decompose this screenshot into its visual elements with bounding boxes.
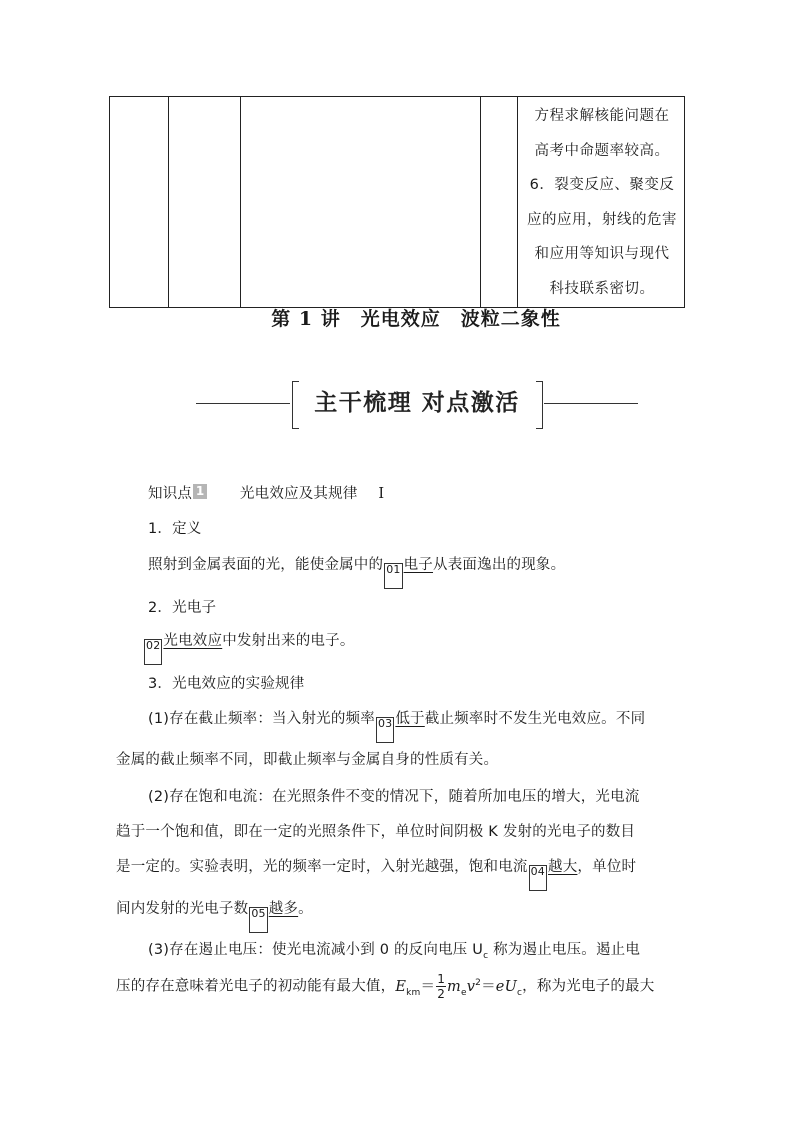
formula: $E_{km}=$ $\frac{1}{2}$ $m_ev^2=eU_c$ [395, 972, 523, 1001]
table-cell-notes [518, 97, 685, 308]
section-heading: 2．光电子 [148, 600, 217, 616]
paragraph: 照射到金属表面的光，能使金属中的 01 电子从表面逸出的现象。 [148, 553, 565, 589]
table-line: 和应用等知识与现代 [534, 246, 670, 263]
blank-marker: 04 [529, 865, 547, 891]
paragraph: 是一定的。实验表明，光的频率一定时，入射光越强，饱和电流 04 越大，单位时 [116, 855, 636, 891]
table-line: 方程求解核能问题在 [534, 108, 670, 124]
banner-rule-left [196, 403, 290, 404]
answer-text: 越大 [548, 859, 578, 875]
knowledge-point-number-badge: 1 [193, 484, 207, 499]
banner-rule-right [544, 403, 638, 404]
blank-marker: 03 [376, 717, 394, 743]
knowledge-point-prefix: 知识点 [148, 486, 193, 502]
lecture-title: 第 1 讲 光电效应 波粒二象性 [271, 308, 561, 330]
paragraph-line: (2)存在饱和电流：在光照条件不变的情况下，随着所加电压的增大，光电流 [148, 789, 640, 805]
table-cell [241, 97, 481, 308]
paragraph-line: 趋于一个饱和值，即在一定的光照条件下，单位时间阴极 K 发射的光电子的数目 [116, 824, 636, 840]
answer-text: 电子 [403, 557, 434, 573]
blank-marker: 02 [144, 639, 162, 665]
knowledge-point-level: Ⅰ [378, 486, 385, 502]
answer-text: 越多 [268, 901, 299, 917]
table-cell [481, 97, 518, 308]
section-heading: 1．定义 [148, 521, 202, 537]
paragraph: 压的存在意味着光电子的初动能有最大值，$E_{km}=$ $\frac{1}{2}$ $m_ev^2=eU_c$，称为光电子的最大 [116, 972, 655, 1001]
table-line: 科技联系密切。 [549, 280, 655, 297]
answer-text: 低于 [395, 711, 425, 727]
paragraph: (1)存在截止频率：当入射光的频率 03 低于截止频率时不发生光电效应。不同 [148, 707, 645, 743]
paragraph: 02 光电效应中发射出来的电子。 [143, 629, 355, 665]
table-line: 6．裂变反应、聚变反 [529, 177, 675, 194]
blank-marker: 01 [384, 563, 402, 589]
knowledge-point-header [148, 482, 384, 503]
answer-text: 光电效应 [163, 633, 223, 649]
banner-bracket-left [292, 381, 299, 429]
section-banner: 主干梳理 对点激活 [314, 389, 520, 416]
banner-bracket-right [536, 381, 543, 429]
table-cell [169, 97, 241, 308]
blank-marker: 05 [249, 907, 267, 933]
top-table [109, 96, 685, 308]
table-line: 高考中命题率较高。 [534, 142, 670, 159]
paragraph: (3)存在遏止电压：使光电流减小到 0 的反向电压 $U_c$ 称为遏止电压。遏止电 [148, 942, 641, 961]
table-line: 应的应用，射线的危害 [527, 211, 677, 228]
paragraph: 间内发射的光电子数 05 越多。 [116, 897, 313, 933]
paragraph-line: 金属的截止频率不同，即截止频率与金属自身的性质有关。 [116, 752, 499, 768]
section-heading: 3．光电效应的实验规律 [148, 676, 305, 692]
table-cell [110, 97, 169, 308]
knowledge-point-title: 光电效应及其规律 [239, 486, 358, 502]
